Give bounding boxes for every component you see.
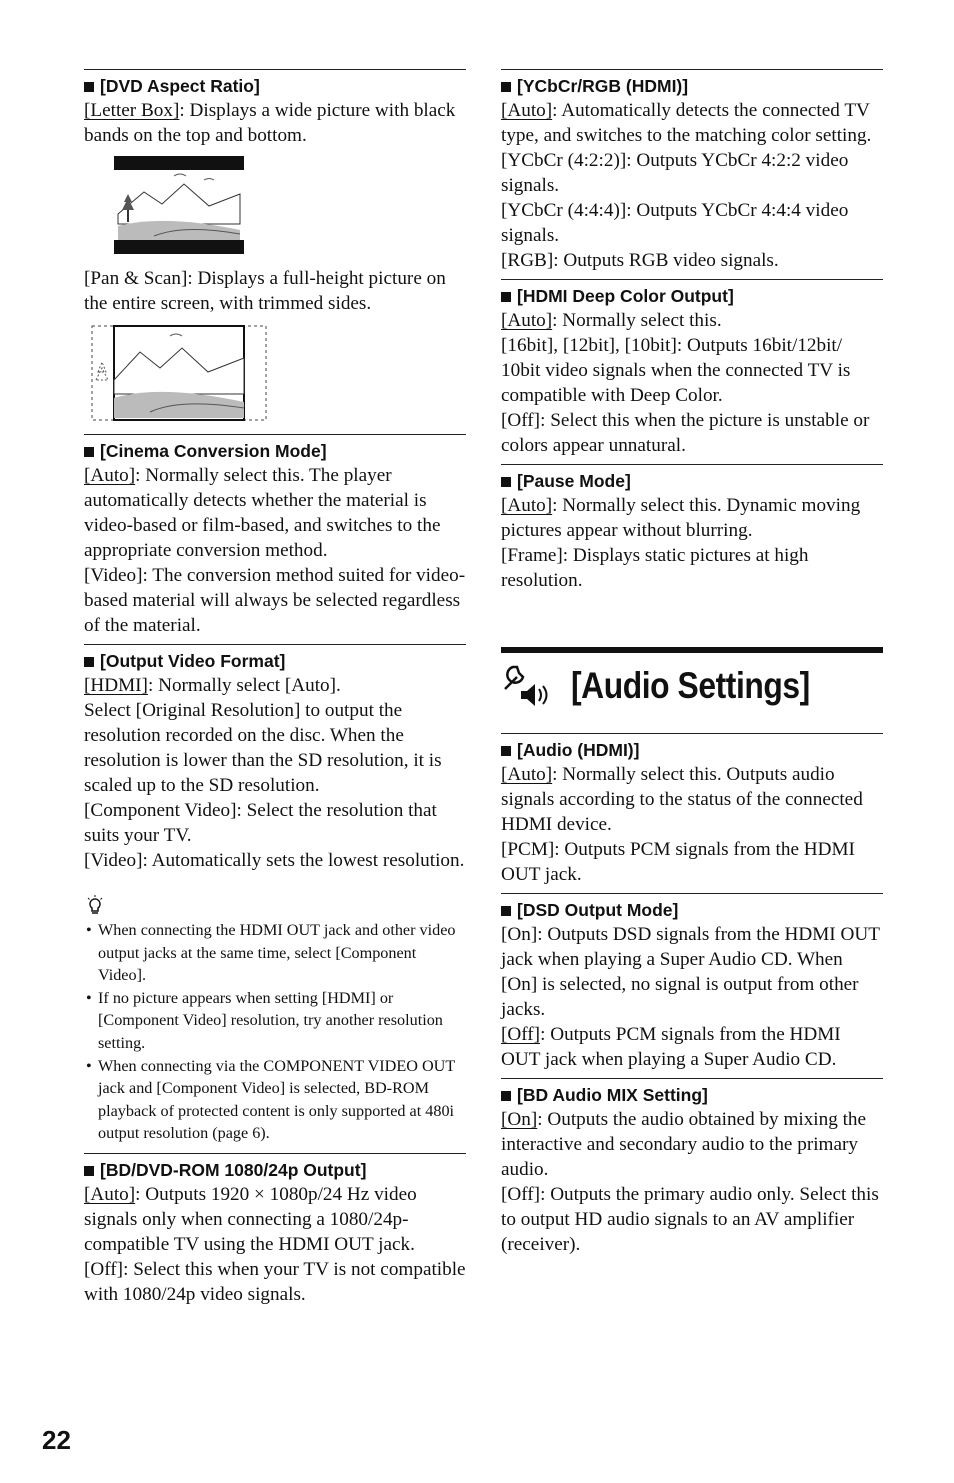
section-dvd-aspect-ratio: [DVD Aspect Ratio] [Letter Box]: Displays a wide picture with black bands on the top and bottom. [Pan & Scan]: Displays a full-height picture on the entire screen, with trimmed sides. xyxy=(84,69,466,426)
square-bullet-icon xyxy=(501,477,511,487)
left-column xyxy=(84,69,466,1313)
section-audio-hdmi: [Audio (HDMI)] [Auto]: Normally select this. Outputs audio signals according to the status of the connected HDMI device. [PCM]: Outputs PCM signals from the HDMI OUT jack. xyxy=(501,733,883,887)
section-hdmi-deep-color: [HDMI Deep Color Output] [Auto]: Normally select this. [16bit], [12bit], [10bit]: Outputs 16bit/12bit/ 10bit video signals when the connected TV is compatible with Deep Color. [Off]: Select this when the picture is unstable or colors appear unnatural. xyxy=(501,279,883,458)
page-number: 22 xyxy=(42,1425,71,1455)
default-option: [On] xyxy=(501,1109,538,1130)
hint-item: • When connecting the HDMI OUT jack and other video output jacks at the same time, select [Component Video]. xyxy=(84,919,466,987)
default-option: [Auto] xyxy=(501,764,553,785)
pan-scan-illustration-icon xyxy=(90,322,472,426)
default-option: [HDMI] xyxy=(84,675,148,696)
default-option: [Auto] xyxy=(84,465,136,486)
audio-settings-banner xyxy=(501,647,883,733)
section-bd-audio-mix: [BD Audio MIX Setting] [On]: Outputs the audio obtained by mixing the interactive and secondary audio to the primary audio. [Off]: Outputs the primary audio only. Select this to output HD audio signals to an AV amplifier (receiver). xyxy=(501,1078,883,1257)
lightbulb-hint-icon xyxy=(86,895,104,917)
square-bullet-icon xyxy=(501,292,511,302)
letterbox-illustration-icon xyxy=(114,154,496,258)
square-bullet-icon xyxy=(84,447,94,457)
default-option: [Letter Box] xyxy=(84,100,180,121)
default-option: [Auto] xyxy=(501,100,553,121)
section-output-video-format: [Output Video Format] [HDMI]: Normally select [Auto]. Select [Original Resolution] to output the resolution recorded on the disc. When the resolution is lower than the SD resolution, it is scaled up to the SD resolution. [Component Video]: Select the resolution that suits your TV. [Video]: Automatically sets the lowest resolution. • When connecting the HDMI OUT jack and other video output jacks at the same time, select [Component Video]. • If no picture appears when setting [HDMI] or [Component Video] resolution, try another resolution setting. • When connecting via the COMPONENT VIDEO OUT jack and [Component Video] is selected, BD-ROM playback of protected content is only supported at 480i output resolution (page 6). xyxy=(84,644,466,1145)
section-cinema-conversion-mode: [Cinema Conversion Mode] [Auto]: Normally select this. The player automatically detects whether the material is video-based or film-based, and switches to the appropriate conversion method. [Video]: The conversion method suited for video-based material will always be selected regardless of the material. xyxy=(84,434,466,638)
audio-settings-icon xyxy=(501,659,561,709)
section-ycbcr-rgb: [YCbCr/RGB (HDMI)] [Auto]: Automatically detects the connected TV type, and switches to the matching color setting. [YCbCr (4:2:2)]: Outputs YCbCr 4:2:2 video signals. [YCbCr (4:4:4)]: Outputs YCbCr 4:4:4 video signals. [RGB]: Outputs RGB video signals. xyxy=(501,69,883,273)
square-bullet-icon xyxy=(501,746,511,756)
default-option: [Auto] xyxy=(501,310,553,331)
section-dsd-output-mode: [DSD Output Mode] [On]: Outputs DSD signals from the HDMI OUT jack when playing a Super Audio CD. When [On] is selected, no signal is output from other jacks. [Off]: Outputs PCM signals from the HDMI OUT jack when playing a Super Audio CD. xyxy=(501,893,883,1072)
page-title: [Audio Settings] xyxy=(571,665,810,706)
hints-list xyxy=(84,919,466,1145)
right-column xyxy=(501,69,883,1263)
default-option: [Off] xyxy=(501,1024,541,1045)
default-option: [Auto] xyxy=(84,1183,136,1205)
section-pause-mode: [Pause Mode] [Auto]: Normally select this. Dynamic moving pictures appear without blurring. [Frame]: Displays static pictures at high resolution. xyxy=(501,464,883,593)
section-title: [DVD Aspect Ratio] xyxy=(84,75,466,97)
section-bd-dvd-rom-output: [BD/DVD-ROM 1080/24p Output] [Auto]: Outputs 1920 × 1080p/24 Hz video signals only when connecting a 1080/24p-compatible TV using the HDMI OUT jack. [Off]: Select this when your TV is not compatible with 1080/24p video signals. xyxy=(84,1153,466,1307)
square-bullet-icon xyxy=(84,657,94,667)
hint-item: • When connecting via the COMPONENT VIDEO OUT jack and [Component Video] is selected, BD-ROM playback of protected content is only supported at 480i output resolution (page 6). xyxy=(84,1055,466,1145)
square-bullet-icon xyxy=(501,1091,511,1101)
square-bullet-icon xyxy=(84,1166,94,1176)
hint-item: • If no picture appears when setting [HDMI] or [Component Video] resolution, try another resolution setting. xyxy=(84,987,466,1055)
square-bullet-icon xyxy=(84,82,94,92)
default-option: [Auto] xyxy=(501,495,553,516)
square-bullet-icon xyxy=(501,906,511,916)
square-bullet-icon xyxy=(501,82,511,92)
